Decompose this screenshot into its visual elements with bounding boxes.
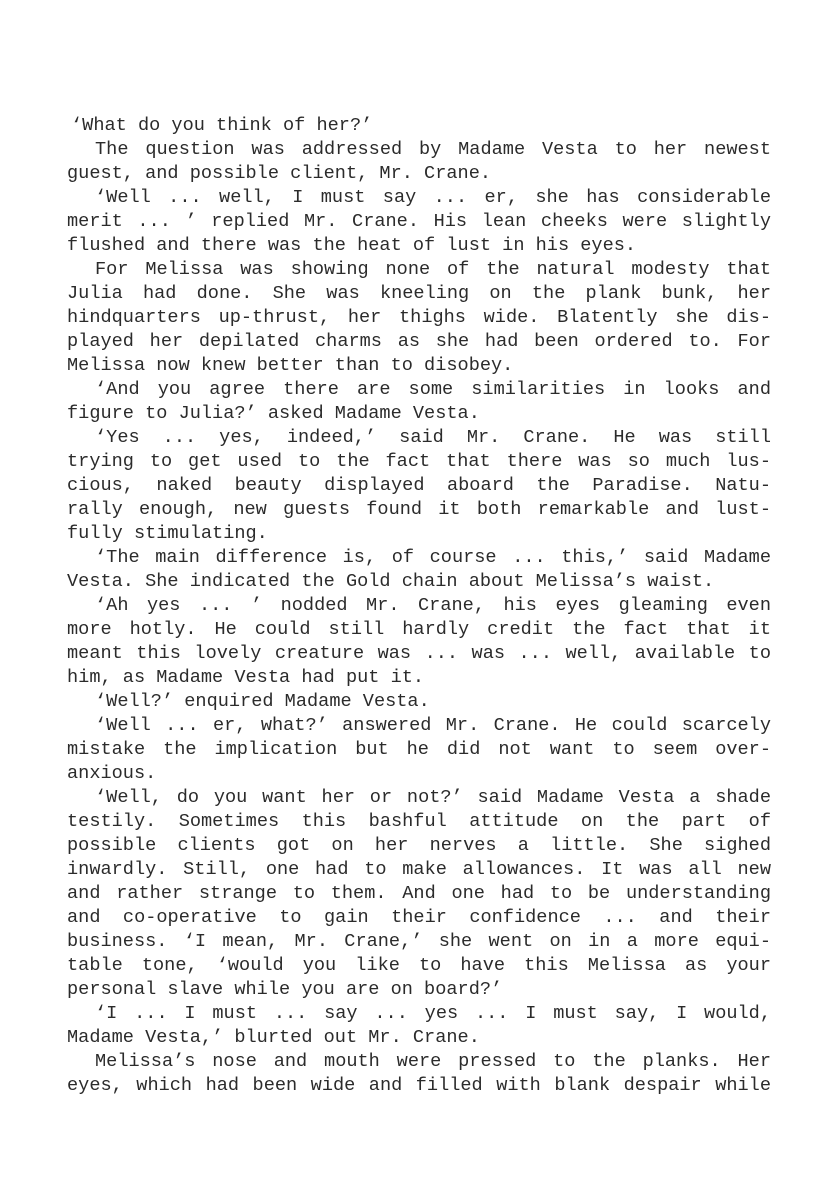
text-line: testily. Sometimes this bashful attitude on the part of [67, 811, 771, 832]
paragraph [67, 426, 771, 546]
text-line: rally enough, new guests found it both remarkable and lust- [67, 499, 771, 520]
text-line: hindquarters up-thrust, her thighs wide. Blatently she dis- [67, 307, 771, 328]
text-line: played her depilated charms as she had been ordered to. For [67, 331, 771, 352]
text-line: ‘And you agree there are some similarities in looks and [95, 379, 771, 400]
text-line: eyes, which had been wide and filled with blank despair while [67, 1075, 771, 1096]
paragraph [67, 114, 771, 138]
paragraph [67, 186, 771, 258]
text-line: guest, and possible client, Mr. Crane. [67, 163, 492, 184]
text-line: Melissa now knew better than to disobey. [67, 355, 514, 376]
text-line: mistake the implication but he did not want to seem over- [67, 739, 771, 760]
text-line: cious, naked beauty displayed aboard the Paradise. Natu- [67, 475, 771, 496]
text-line: ‘Ah yes ... ’ nodded Mr. Crane, his eyes gleaming even [95, 595, 771, 616]
paragraph [67, 378, 771, 426]
text-line: more hotly. He could still hardly credit the fact that it [67, 619, 771, 640]
text-line: meant this lovely creature was ... was ... well, available to [67, 643, 771, 664]
text-line: inwardly. Still, one had to make allowances. It was all new [67, 859, 771, 880]
text-line: ‘Well, do you want her or not?’ said Madame Vesta a shade [95, 787, 771, 808]
text-line: ‘Well ... er, what?’ answered Mr. Crane. He could scarcely [95, 715, 771, 736]
text-line: ‘I ... I must ... say ... yes ... I must say, I would, [95, 1003, 771, 1024]
paragraph [67, 1002, 771, 1050]
paragraph [67, 690, 771, 714]
text-line: The question was addressed by Madame Vesta to her newest [95, 139, 771, 160]
text-line: possible clients got on her nerves a little. She sighed [67, 835, 771, 856]
paragraph [67, 714, 771, 786]
paragraph [67, 138, 771, 186]
text-line: Melissa’s nose and mouth were pressed to the planks. Her [95, 1051, 771, 1072]
text-line: ‘Well ... well, I must say ... er, she has considerable [95, 187, 771, 208]
text-line: Vesta. She indicated the Gold chain about Melissa’s waist. [67, 571, 715, 592]
text-line: For Melissa was showing none of the natural modesty that [95, 259, 771, 280]
paragraph [67, 1050, 771, 1098]
document-page [67, 114, 771, 1098]
text-line: flushed and there was the heat of lust in his eyes. [67, 235, 637, 256]
text-line: trying to get used to the fact that there was so much lus- [67, 451, 771, 472]
paragraph [67, 786, 771, 1002]
paragraph [67, 258, 771, 378]
text-line: table tone, ‘would you like to have this Melissa as your [67, 955, 771, 976]
paragraph [67, 546, 771, 594]
text-line: ‘The main difference is, of course ... this,’ said Madame [95, 547, 771, 568]
text-line: ‘Well?’ enquired Madame Vesta. [95, 691, 430, 712]
text-line: ‘Yes ... yes, indeed,’ said Mr. Crane. He was still [95, 427, 771, 448]
text-line: fully stimulating. [67, 523, 268, 544]
text-line: figure to Julia?’ asked Madame Vesta. [67, 403, 480, 424]
text-line: ‘What do you think of her?’ [71, 115, 373, 136]
text-line: business. ‘I mean, Mr. Crane,’ she went on in a more equi- [67, 931, 771, 952]
text-line: and co-operative to gain their confidence ... and their [67, 907, 771, 928]
text-line: and rather strange to them. And one had to be understanding [67, 883, 771, 904]
text-line: Madame Vesta,’ blurted out Mr. Crane. [67, 1027, 480, 1048]
text-line: merit ... ’ replied Mr. Crane. His lean cheeks were slightly [67, 211, 771, 232]
watermark: www.erofus.com [668, 1159, 816, 1177]
paragraph [67, 594, 771, 690]
text-line: him, as Madame Vesta had put it. [67, 667, 425, 688]
text-line: personal slave while you are on board?’ [67, 979, 503, 1000]
text-line: Julia had done. She was kneeling on the plank bunk, her [67, 283, 771, 304]
text-line: anxious. [67, 763, 157, 784]
